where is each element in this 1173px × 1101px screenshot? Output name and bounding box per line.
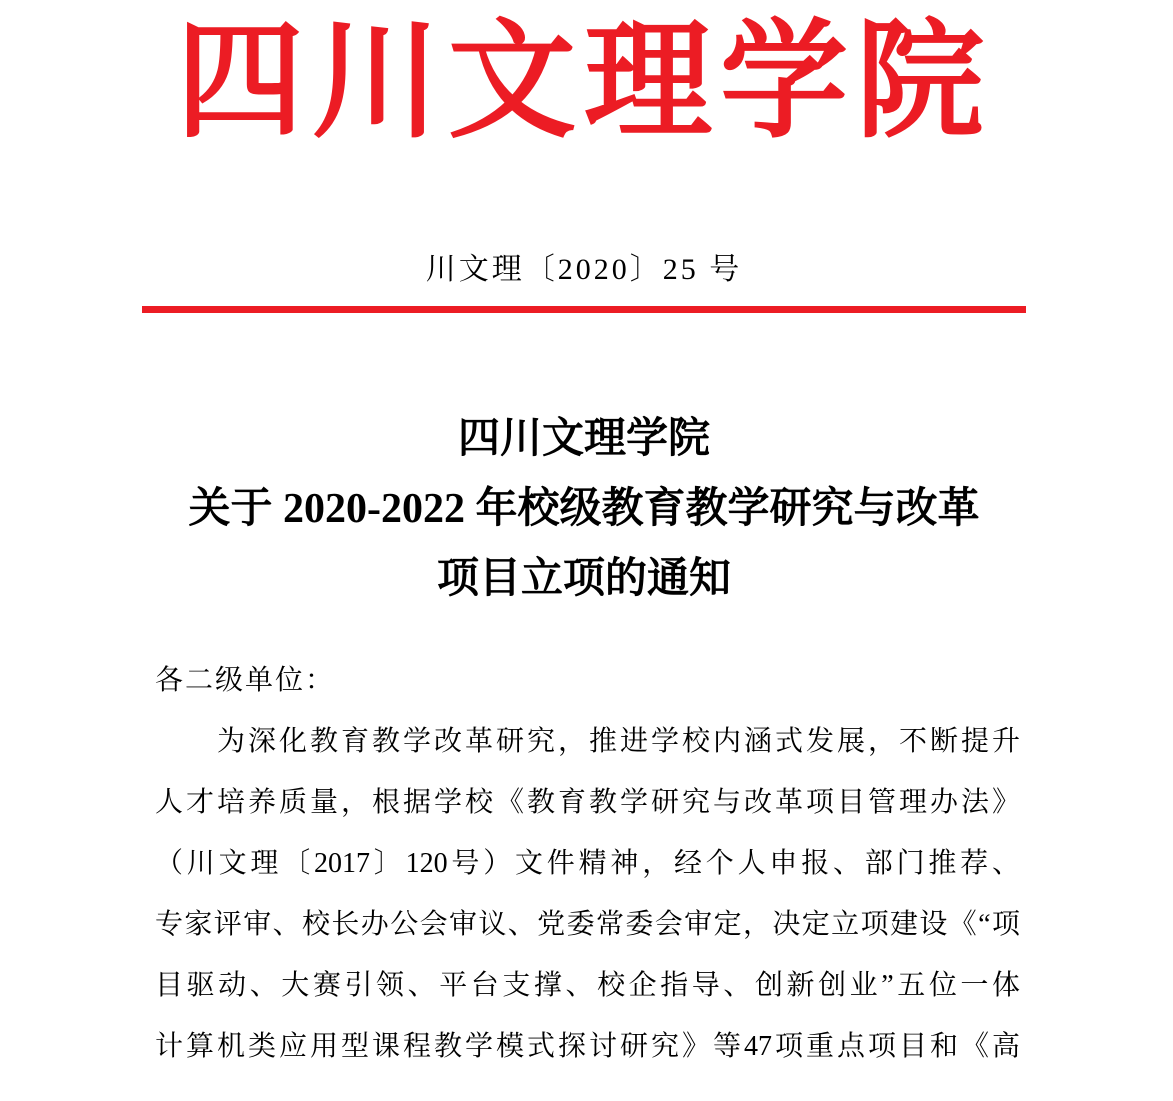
document-number: 川文理〔2020〕25 号	[425, 253, 743, 286]
document-body	[155, 650, 1020, 1077]
body-line-3: （川文理〔2017〕120号）文件精神，经个人申报、部门推荐、	[155, 848, 1020, 879]
red-separator-line	[142, 306, 1026, 313]
body-line-4: 专家评审、校长办公会审议、党委常委会审定，决定立项建设《“项	[155, 909, 1020, 940]
body-line-2: 人才培养质量，根据学校《教育教学研究与改革项目管理办法》	[155, 787, 1020, 818]
salutation: 各二级单位：	[155, 665, 336, 696]
body-line-6: 计算机类应用型课程教学模式探讨研究》等47项重点项目和《高	[155, 1031, 1020, 1062]
body-line-5: 目驱动、大赛引领、平台支撑、校企指导、创新创业”五位一体	[155, 970, 1020, 1001]
body-line-1: 为深化教育教学改革研究，推进学校内涵式发展，不断提升	[217, 726, 1020, 757]
title-line-2: 关于 2020-2022 年校级教育教学研究与改革	[188, 486, 980, 532]
document-title	[100, 404, 1068, 614]
title-line-3: 项目立项的通知	[436, 556, 731, 602]
title-line-1: 四川文理学院	[457, 416, 710, 462]
letterhead-org-name: 四川文理学院	[175, 11, 992, 153]
